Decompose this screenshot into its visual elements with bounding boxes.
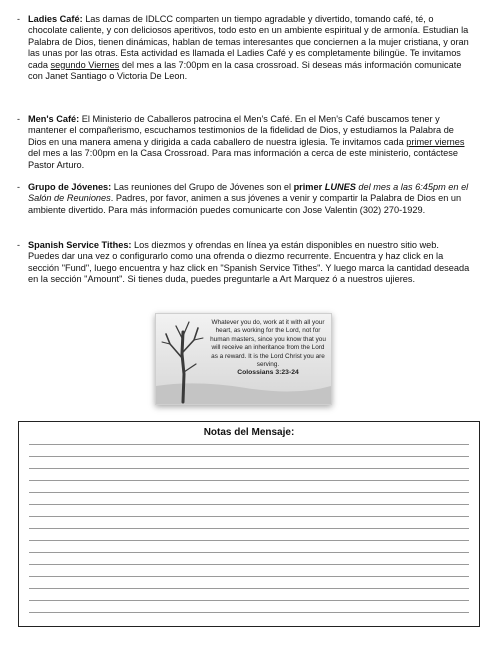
bullet-marker: ‐ [17, 14, 20, 24]
tithes-section [17, 240, 472, 286]
notes-line [29, 444, 469, 445]
ladies-cafe-text-end: del mes a las 7:00pm en la casa crossroad. Si deseas más información comunicate con Janet Santiago o Victoria De Leon. [28, 59, 462, 82]
mens-cafe-title: Men's Café: [28, 114, 80, 124]
youth-group-title: Grupo de Jóvenes: [28, 182, 112, 192]
notes-line [29, 528, 469, 529]
verse-text: Whatever you do, work at it with all your heart, as working for the Lord, not for human masters, since you know that you will receive an inheritance from the Lord as a reward. It is the Lord Christ you are serving. [210, 319, 326, 369]
notes-line [29, 552, 469, 553]
tithes-title: Spanish Service Tithes: [28, 240, 132, 250]
notes-line [29, 492, 469, 493]
notes-line [29, 564, 469, 565]
verse-reference: Colossians 3:23-24 [237, 369, 299, 377]
notes-line [29, 612, 469, 613]
youth-group-text-end: . Padres, por favor, animen a sus jóvenes a venir y compartir la Palabra de Dios en un ambiente divertido. Para más información puedes comunicarte con Jose Valentin (302) 270-1929. [28, 193, 462, 215]
notes-line [29, 504, 469, 505]
tithes-text: Los diezmos y ofrendas en línea ya están disponibles en nuestro sitio web. Puedes dar una vez o configurarlo como una ofrenda o diezmo recurrente. Encuentra y haz click en la sección "Fund", luego encuentra y haz click en "Spanish Service Tithes". Y luego marca la cantidad deseada en la sección "Amount". Si tienes duda, puedes preguntarle a Art Marquez ó a nuestros ujieres. [28, 240, 470, 285]
notes-line [29, 540, 469, 541]
youth-group-day: LUNES [324, 182, 356, 192]
youth-group-section [17, 182, 472, 216]
youth-group-first: primer [293, 182, 325, 192]
mens-cafe-section [17, 114, 472, 171]
notes-line [29, 576, 469, 577]
ladies-cafe-day: segundo Viernes [50, 59, 120, 70]
notes-line [29, 516, 469, 517]
bullet-marker: ‐ [17, 240, 20, 250]
notes-line [29, 588, 469, 589]
bullet-marker: ‐ [17, 114, 20, 124]
notes-line [29, 468, 469, 469]
verse-quote [208, 319, 328, 378]
mens-cafe-text-end: del mes a las 7:00pm en la Casa Crossroad. Para mas información a cerca de este ministerio, contáctese Pastor Arturo. [28, 148, 458, 170]
ladies-cafe-title: Ladies Café: [28, 14, 83, 24]
notes-box [18, 421, 480, 627]
verse-image [155, 313, 332, 405]
notes-line [29, 456, 469, 457]
notes-line [29, 480, 469, 481]
mens-cafe-day: primer viernes [406, 136, 465, 147]
ladies-cafe-section [17, 14, 472, 82]
youth-group-text: Las reuniones del Grupo de Jóvenes son el [111, 182, 294, 192]
ladies-cafe-text: Las damas de IDLCC comparten un tiempo agradable y divertido, tomando café, té, o chocolate caliente, y con deliciosos aperitivos, todo esto en un ambiente espiritual y de armonía. Estudian la Palabra de Dios, tienen dinámicas, hablan de temas interesantes que conciernen a la mujer cristiana, y oran las unas por las otras. Esta actividad es llamada el Ladies Café y es completamente bilingüe. Te invitamos cada [28, 14, 469, 70]
notes-title: Notas del Mensaje: [203, 427, 295, 438]
youth-group-time: del mes a las 6:45pm en el Salón de Reuniones [28, 182, 469, 204]
bullet-marker: ‐ [17, 182, 20, 192]
notes-line [29, 600, 469, 601]
mens-cafe-text: El Ministerio de Caballeros patrocina el Men's Café. En el Men's Café buscamos tener y mantener el compañerismo, escuchamos testimonios de la fidelidad de Dios, y estudiamos la Palabra de Dios en una manera amena y dirigida a cada caballero de nuestra iglesia. Te invitamos cada [28, 114, 454, 147]
